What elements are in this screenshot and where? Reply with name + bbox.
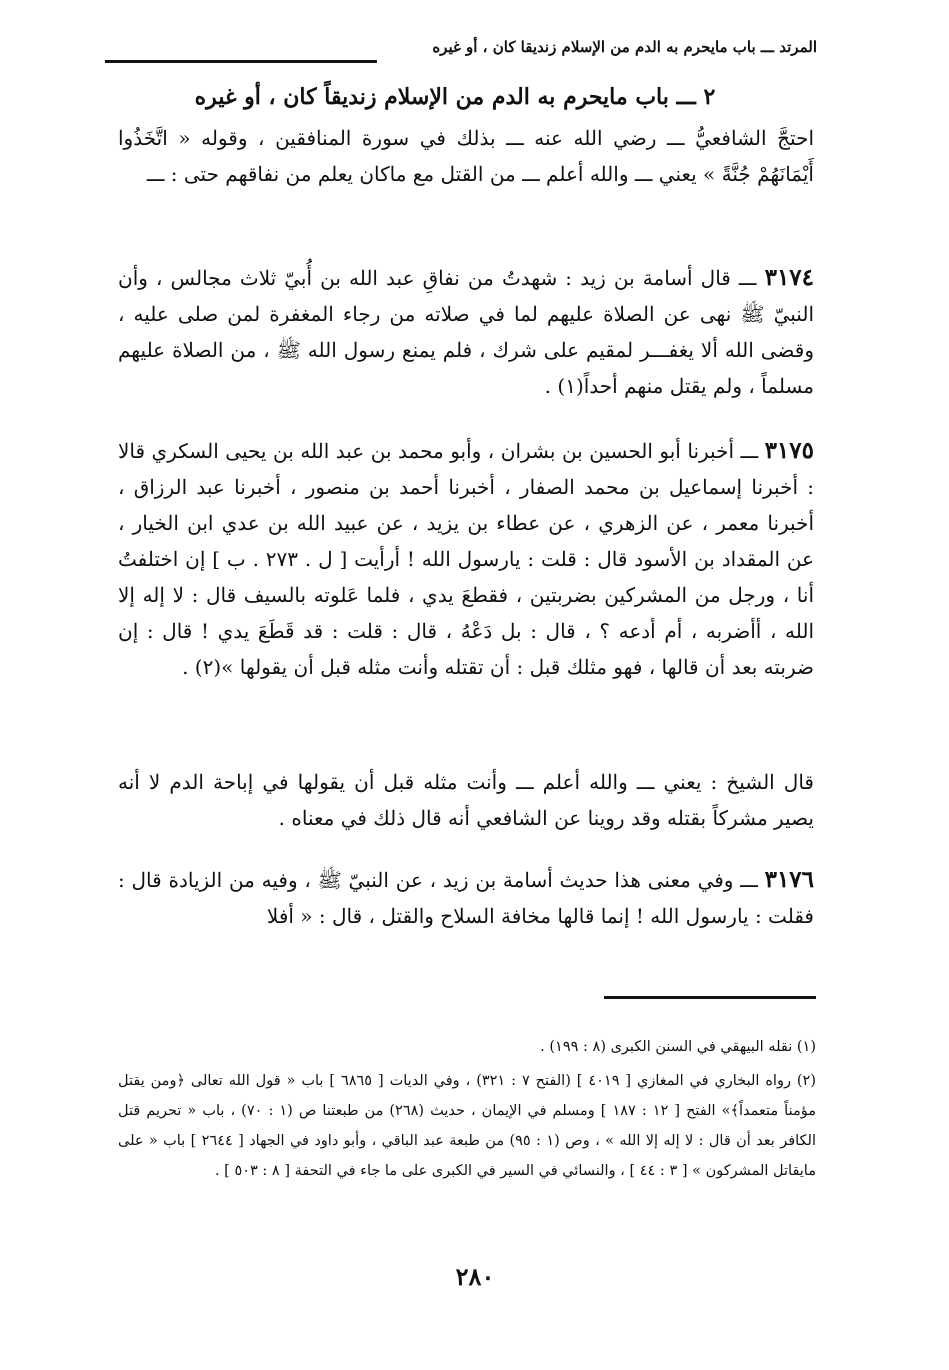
chapter-title: ٢ ـــ باب مايحرم به الدم من الإسلام زنديقاً كان ، أو غيره bbox=[194, 84, 716, 110]
hadith-paragraph-3174 bbox=[118, 260, 814, 404]
hadith-paragraph-3176 bbox=[118, 862, 814, 934]
footnote-2: (٢) رواه البخاري في المغازي [ ٤٠١٩ ] (الفتح ٧ : ٣٢١) ، وفي الديات [ ٦٨٦٥ ] باب « قول الله تعالى ﴿ومن يقتل مؤمناً متعمداً﴾» الفتح [ ١٢ : ١٨٧ ] ومسلم في الإيمان ، حديث (٢٦٨) من طبعتنا ص (١ : ٧٠) ، باب « تحريم قتل الكافر بعد أن قال : لا إله إلا الله » ، وص (١ : ٩٥) من طبعة عبد الباقي ، وأبو داود في الجهاد [ ٢٦٤٤ ] باب « على مايقاتل المشركون » [ ٣ : ٤٤ ] ، والنسائي في السير في الكبرى على ما جاء في التحفة [ ٨ : ٥٠٣ ] . bbox=[118, 1073, 817, 1179]
hadith-text: ـــ قال أسامة بن زيد : شهدتُ من نفاقِ عبد الله بن أُبيّ ثلاث مجالس ، وأن النبيّ ﷺ نهى عن الصلاة عليهم لما في صلاته من رجاء المغفرة لمن صلى عليه ، وقضى الله ألا يغفـــر لمقيم على شرك ، فلم يمنع رسول الله ﷺ ، من الصلاة عليهم مسلماً ، ولم يقتل منهم أحداً(١) . bbox=[118, 266, 814, 398]
running-head: المرتد ـــ باب مايحرم به الدم من الإسلام زنديقا كان ، أو غيره bbox=[432, 38, 817, 56]
footnote-rule bbox=[604, 996, 816, 999]
shaykh-comment: قال الشيخ : يعني ـــ والله أعلم ـــ وأنت مثله قبل أن يقولها في إباحة الدم لا أنه يصير مشركاً بقتله وقد روينا عن الشافعي أنه قال ذلك في معناه . bbox=[118, 770, 814, 830]
hadith-text: ـــ أخبرنا أبو الحسين بن بشران ، وأبو محمد بن عبد الله بن يحيى السكري قالا : أخبرنا إسماعيل بن محمد الصفار ، أخبرنا أحمد بن منصور ، أخبرنا عبد الرزاق ، أخبرنا معمر ، عن الزهري ، عن عطاء بن يزيد ، عن عبيد الله بن عدي ابن الخيار ، عن المقداد بن الأسود قال : قلت : يارسول الله ! أرأيت [ ل . ٢٧٣ . ب ] إن اختلفتُ أنا ، ورجل من المشركين بضربتين ، فقطعَ يدي ، فلما عَلوته بالسيف قال : لا إله إلا الله ، أأضربه ، أم أدعه ؟ ، قال : بل دَعْهُ ، قال : قلت : قد قَطَعَ يدي ! قال : إن ضربته بعد أن قالها ، فهو مثلك قبل : أن تقتله وأنت مثله قبل أن يقولها »(٢) . bbox=[118, 439, 815, 679]
hadith-number: ٣١٧٤ bbox=[764, 264, 815, 291]
intro-paragraph: احتجَّ الشافعيُّ ـــ رضي الله عنه ـــ بذلك في سورة المنافقين ، وقوله « اتَّخَذُوا أَيْمَانَهُمْ جُنَّةً » يعني ـــ والله أعلم ـــ من القتل مع ماكان يعلم من نفاقهم حتى : ـــ bbox=[118, 126, 814, 186]
hadith-number: ٣١٧٥ bbox=[764, 437, 814, 464]
hadith-text: ـــ وفي معنى هذا حديث أسامة بن زيد ، عن النبيّ ﷺ ، وفيه من الزيادة قال : فقلت : يارسول الله ! إنما قالها مخافة السلاح والقتل ، قال : « أفلا bbox=[118, 868, 814, 928]
header-rule bbox=[105, 60, 377, 63]
hadith-paragraph-3175 bbox=[118, 433, 814, 685]
hadith-number: ٣١٧٦ bbox=[764, 866, 815, 893]
footnote-1: (١) نقله البيهقي في السنن الكبرى (٨ : ١٩٩) . bbox=[540, 1039, 816, 1055]
page-number: ٢٨٠ bbox=[455, 1262, 495, 1291]
footnotes bbox=[118, 1032, 816, 1190]
